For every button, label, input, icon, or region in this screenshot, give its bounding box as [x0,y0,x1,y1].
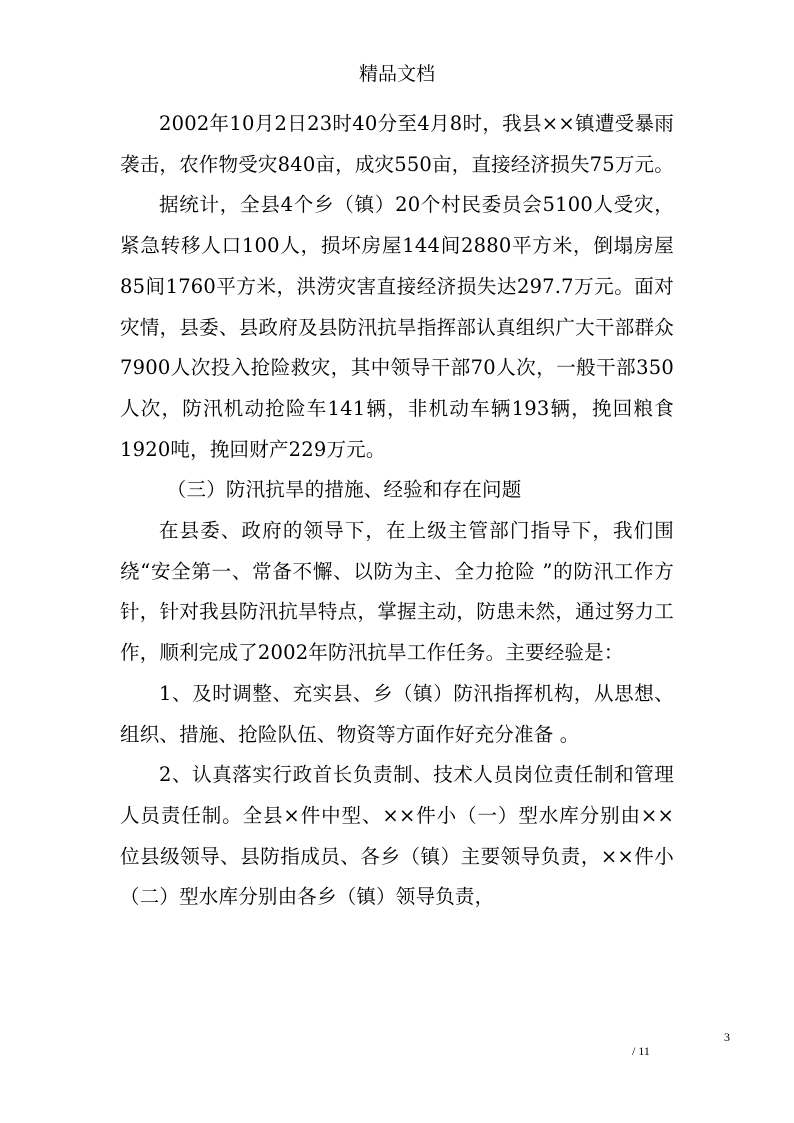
page-header-title: 精品文档 [358,63,435,85]
paragraph-flood-event: 2002年10月2日23时40分至4月8时，我县××镇遭受暴雨袭击，农作物受灾840亩，成灾550亩，直接经济损失75万元。 [120,112,674,176]
document-body [120,104,674,918]
paragraph-work-summary: 在县委、政府的领导下，在上级主管部门指导下，我们围绕“安全第一、常备不懈、以防为主、全力抢险 ”的防汛工作方针，针对我县防汛抗旱特点，掌握主动，防患未然，通过努力工作，顺利完成了2002年防汛抗旱工作任务。主要经验是： [120,519,674,665]
paragraph-experience-2: 2、认真落实行政首长负责制、技术人员岗位责任制和管理人员责任制。全县×件中型、××件小（一）型水库分别由××位县级领导、县防指成员、各乡（镇）主要领导负责，××件小（二）型水库分别由各乡（镇）领导负责， [120,763,674,909]
page-number: 3 [724,1030,730,1044]
section-heading: （三）防汛抗旱的措施、经验和存在问题 [166,478,522,502]
paragraph-disaster-statistics: 据统计，全县4个乡（镇）20个村民委员会5100人受灾，紧急转移人口100人，损坏房屋144间2880平方米，倒塌房屋85间1760平方米，洪涝灾害直接经济损失达297.7万元。面对灾情，县委、县政府及县防汛抗旱指挥部认真组织广大干部群众7900人次投入抢险救灾，其中领导干部70人次，一般干部350人次，防汛机动抢险车141辆，非机动车辆193辆，挽回粮食1920吨，挽回财产229万元。 [120,193,674,461]
page-total: / 11 [632,1044,650,1058]
paragraph-experience-1: 1、及时调整、充实县、乡（镇）防汛指挥机构，从思想、组织、措施、抢险队伍、物资等方面作好充分准备 。 [120,681,674,746]
